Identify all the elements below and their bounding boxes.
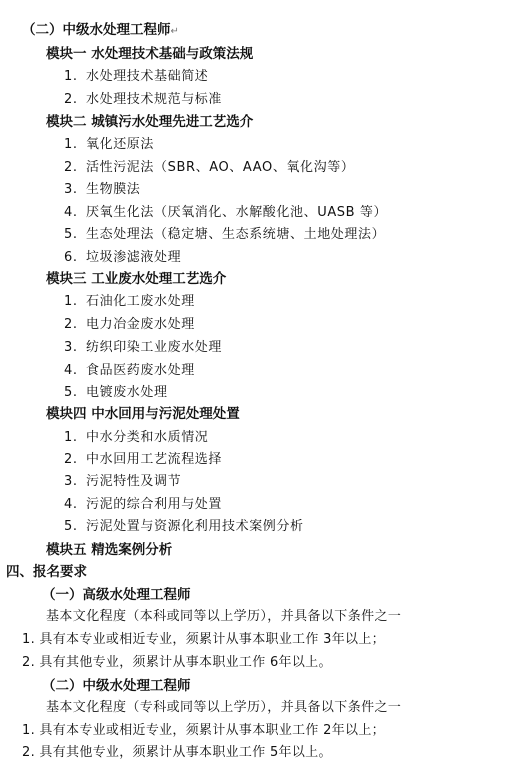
item-number: 4. (64, 205, 78, 220)
item-number: 1. (64, 69, 78, 84)
module-4-item-4 (64, 495, 222, 515)
item-number: 4. (64, 497, 78, 512)
item-number: 5. (64, 519, 78, 534)
intermediate-condition-1: 1. 具有本专业或相近专业，须累计从事本职业工作 2年以上； (22, 723, 385, 738)
item-number: 2. (64, 317, 78, 332)
item-number: 3. (64, 340, 78, 355)
item-text: 水处理技术基础简述 (86, 69, 209, 84)
module-5-title: 模块五 精选案例分析 (46, 542, 173, 558)
item-text: 生物膜法 (86, 182, 141, 197)
item-number: 6. (64, 250, 78, 265)
item-text: 食品医药废水处理 (86, 363, 195, 378)
item-text: 生态处理法（稳定塘、生态系统塘、土地处理法） (86, 227, 386, 242)
item-number: 3. (64, 182, 78, 197)
item-number: 5. (64, 385, 78, 400)
module-1-title: 模块一 水处理技术基础与政策法规 (46, 46, 254, 62)
requirements-title: 四、报名要求 (6, 564, 87, 580)
item-text: 污泥特性及调节 (86, 474, 182, 489)
item-text: 水处理技术规范与标准 (86, 92, 223, 107)
senior-condition-2: 2. 具有其他专业，须累计从事本职业工作 6年以上。 (22, 655, 332, 670)
item-text: 垃圾渗滤液处理 (86, 250, 182, 265)
module-2-title: 模块二 城镇污水处理先进工艺选介 (46, 114, 254, 130)
item-text: 厌氧生化法（厌氧消化、水解酸化池、UASB 等） (86, 205, 388, 220)
item-text: 氧化还原法 (86, 137, 155, 152)
module-4-item-5 (64, 517, 304, 537)
senior-title: （一）高级水处理工程师 (42, 587, 191, 603)
module-2-item-6 (64, 248, 181, 268)
item-text: 活性污泥法（SBR、AO、AAO、氧化沟等） (86, 160, 355, 175)
item-number: 2. (64, 92, 78, 107)
senior-intro: 基本文化程度（本科或同等以上学历），并具备以下条件之一 (46, 609, 402, 624)
item-number: 1. (64, 294, 78, 309)
module-4-title: 模块四 中水回用与污泥处理处置 (46, 406, 240, 422)
module-4-item-3 (64, 472, 181, 492)
module-2-item-4 (64, 203, 387, 223)
item-text: 中水分类和水质情况 (86, 430, 209, 445)
senior-condition-1: 1. 具有本专业或相近专业，须累计从事本职业工作 3年以上； (22, 632, 385, 647)
intermediate-intro: 基本文化程度（专科或同等以上学历），并具备以下条件之一 (46, 700, 402, 715)
intermediate-title: （二）中级水处理工程师 (42, 678, 191, 694)
module-2-item-3 (64, 180, 140, 200)
item-text: 电镀废水处理 (86, 385, 168, 400)
return-mark-icon: ↵ (170, 26, 179, 37)
module-3-item-5 (64, 383, 168, 403)
section-title-text: （二）中级水处理工程师 (22, 22, 171, 38)
item-number: 1. (64, 137, 78, 152)
module-2-item-5 (64, 225, 385, 245)
item-text: 中水回用工艺流程选择 (86, 452, 223, 467)
item-text: 污泥处置与资源化利用技术案例分析 (86, 519, 304, 534)
module-4-item-2 (64, 450, 222, 470)
item-number: 4. (64, 363, 78, 378)
item-text: 纺织印染工业废水处理 (86, 340, 223, 355)
module-1-item-2 (64, 90, 222, 110)
module-2-item-1 (64, 135, 154, 155)
item-text: 污泥的综合利用与处置 (86, 497, 223, 512)
module-3-item-1 (64, 292, 195, 312)
item-number: 3. (64, 474, 78, 489)
item-text: 电力冶金废水处理 (86, 317, 195, 332)
module-3-item-2 (64, 315, 195, 335)
item-number: 1. (64, 430, 78, 445)
module-4-item-1 (64, 428, 208, 448)
module-3-item-3 (64, 338, 222, 358)
module-3-item-4 (64, 361, 195, 381)
item-text: 石油化工废水处理 (86, 294, 195, 309)
section-title (22, 20, 179, 42)
module-2-item-2 (64, 158, 354, 178)
intermediate-condition-2: 2. 具有其他专业，须累计从事本职业工作 5年以上。 (22, 745, 332, 760)
module-3-title: 模块三 工业废水处理工艺选介 (46, 271, 227, 287)
module-1-item-1 (64, 67, 208, 87)
item-number: 2. (64, 452, 78, 467)
item-number: 5. (64, 227, 78, 242)
item-number: 2. (64, 160, 78, 175)
